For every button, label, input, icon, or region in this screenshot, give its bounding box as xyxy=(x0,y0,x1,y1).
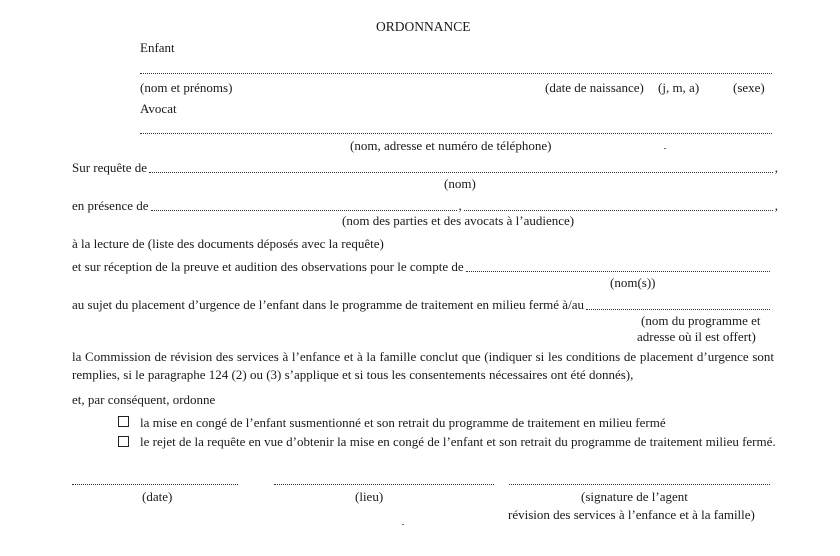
signature-fill-line[interactable] xyxy=(509,484,770,485)
date-caption: (date) xyxy=(142,489,173,504)
enfant-sex-caption: (sexe) xyxy=(733,80,765,95)
enfant-dob-caption: (date de naissance) xyxy=(545,80,644,95)
reception-caption: (nom(s)) xyxy=(610,275,656,290)
option-checkbox-rejet[interactable] xyxy=(118,436,129,447)
requete-label: Sur requête de xyxy=(72,160,148,175)
presence-fill-line-1[interactable] xyxy=(151,210,457,211)
signature-caption-line1: (signature de l’agent xyxy=(581,489,688,504)
lieu-fill-line[interactable] xyxy=(274,484,494,485)
reception-fill-line[interactable] xyxy=(466,271,770,272)
requete-caption: (nom) xyxy=(444,176,476,191)
date-fill-line[interactable] xyxy=(72,484,238,485)
option-checkbox-conge[interactable] xyxy=(118,416,129,427)
option-text-conge: la mise en congé de l’enfant susmentionné et son retrait du programme de traitement en milieu fermé xyxy=(140,415,666,430)
requete-fill-line[interactable] xyxy=(149,172,773,173)
scan-speck xyxy=(664,148,666,149)
avocat-caption: (nom, adresse et numéro de téléphone) xyxy=(350,138,552,153)
requete-row xyxy=(72,160,778,176)
lecture-text: à la lecture de (liste des documents déposés avec la requête) xyxy=(72,236,384,251)
presence-label: en présence de xyxy=(72,198,149,213)
placement-caption-line1: (nom du programme et xyxy=(641,313,761,328)
signature-caption-line2: révision des services à l’enfance et à la famille) xyxy=(508,507,755,522)
enfant-label: Enfant xyxy=(140,40,175,55)
requete-comma: , xyxy=(774,160,778,175)
document-title: ORDONNANCE xyxy=(376,19,471,34)
placement-label: au sujet du placement d’urgence de l’enfant dans le programme de traitement en milieu fermé à/au xyxy=(72,297,584,312)
presence-caption: (nom des parties et des avocats à l’audience) xyxy=(342,213,575,228)
option-text-rejet: le rejet de la requête en vue d’obtenir la mise en congé de l’enfant et son retrait du programme de traitement milieu fermé. xyxy=(140,434,776,449)
scan-speck xyxy=(402,524,404,525)
avocat-fill-line[interactable] xyxy=(140,133,772,134)
enfant-dob-format: (j, m, a) xyxy=(658,80,700,95)
reception-label: et sur réception de la preuve et audition des observations pour le compte de xyxy=(72,259,464,274)
avocat-label: Avocat xyxy=(140,101,177,116)
enfant-name-caption: (nom et prénoms) xyxy=(140,80,233,95)
placement-fill-line[interactable] xyxy=(586,309,770,310)
ordonne-text: et, par conséquent, ordonne xyxy=(72,392,216,407)
enfant-fill-line[interactable] xyxy=(140,73,772,74)
placement-caption-line2: adresse où il est offert) xyxy=(637,329,756,344)
presence-end-comma: , xyxy=(774,198,778,213)
presence-row xyxy=(72,198,778,214)
reception-row xyxy=(72,259,772,275)
lieu-caption: (lieu) xyxy=(355,489,384,504)
presence-fill-line-2[interactable] xyxy=(464,210,773,211)
commission-paragraph: la Commission de révision des services à l’enfance et à la famille conclut que (indiquer si les conditions de placement d’urgence sont remplies, si le paragraphe 124 (2) ou (3) s’applique et si tous les consentements nécessaires ont été donnés), xyxy=(72,349,774,382)
presence-mid-comma: , xyxy=(458,198,462,213)
placement-row xyxy=(72,297,772,313)
